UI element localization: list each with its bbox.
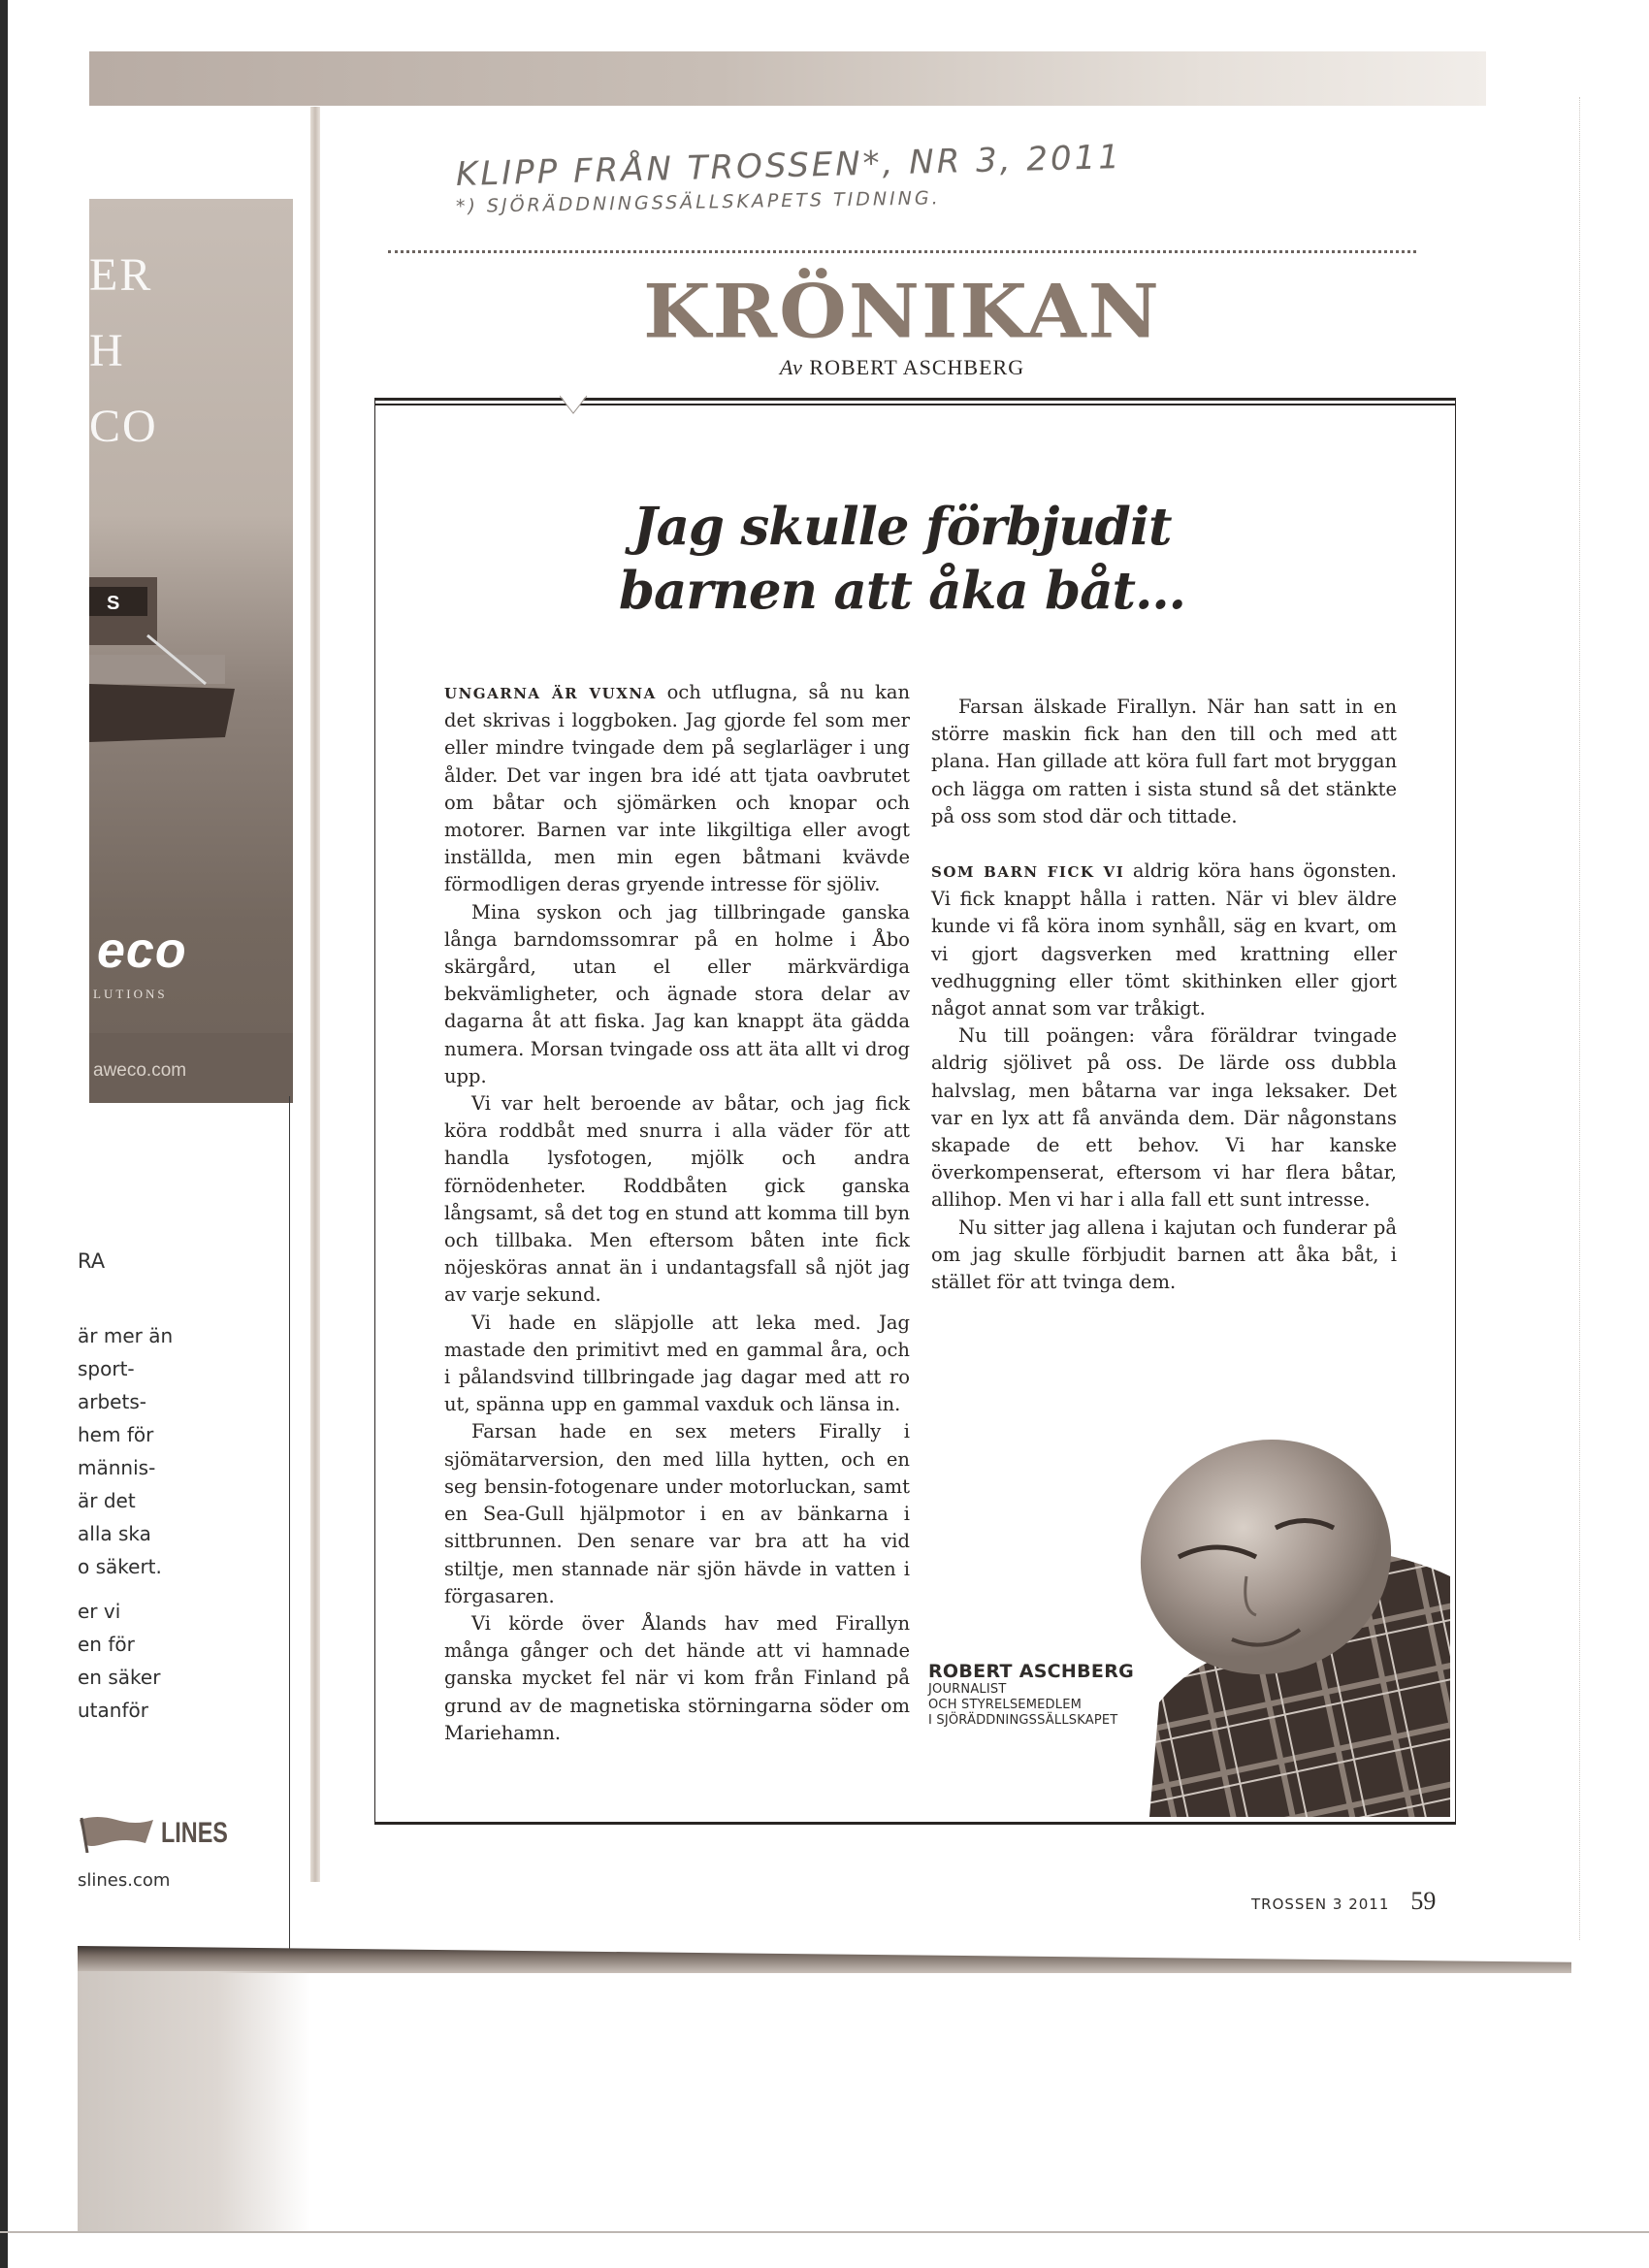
byline-author: ROBERT ASCHBERG — [809, 355, 1025, 379]
paragraph: UNGARNA ÄR VUXNA och utflugna, så nu kan det skrivas i loggboken. Jag gjorde fel som mer eller mindre tvingade dem på seglarläger i ung ålder. Det var ingen bra idé att tjata oavbrutet om båtar och sjömärken och knopar och motorer. Barnen var inte likgiltiga eller avogt inställda, men min egen båtmani kvävde förmodligen deras gryende intresse för sjöliv. — [444, 681, 911, 896]
paragraph: Vi var helt beroende av båtar, och jag fick köra roddbåt med snurra i alla väder för att handla lysfotogen, mjölk och andra förnödenheter. Roddbåten gick ganska långsamt, så det tog en stund att komma till byn och tillbaka. Men eftersom båten inte fick nöjesköras annat än i undantagsfall så njöt jag av varje sekund. — [444, 1092, 911, 1307]
advert-logo: LINES — [78, 1814, 246, 1853]
paragraph: Vi körde över Ålands hav med Firallyn många gånger och det hände att vi hamnade ganska mycket fel när vi kom från Finland på grund av de magnetiska störningarna söder om Mariehamn. — [444, 1611, 910, 1744]
article-column-left — [444, 679, 910, 1747]
previous-page-shadow — [89, 51, 1486, 106]
flag-icon — [78, 1814, 155, 1853]
frame-notch — [560, 394, 587, 415]
shipping-line-advert — [78, 1096, 290, 1970]
paragraph: SOM BARN FICK VI aldrig köra hans ögonsten. Vi fick knappt hålla i ratten. När vi blev äldre kunde vi få köra inom synhåll, säg en kvart, om vi gjort dagsverken med krattning eller vedhuggning eller tömt skithinken eller gjort något annat som var tråkigt. — [931, 859, 1397, 1021]
page-spine — [310, 107, 320, 1882]
handwritten-note: KLIPP FRÅN TROSSEN*, NR 3, 2011 *) SJÖRÄDDNINGSSÄLLSKAPETS TIDNING. — [455, 138, 1123, 217]
article-column-right — [931, 694, 1397, 1296]
advert-headline: ER H CO — [89, 249, 158, 452]
advert-url[interactable]: slines.com — [78, 1870, 171, 1891]
scan-edge — [0, 0, 8, 2268]
advert-body: är mer än sport- arbets- hem för männis- är det alla ska o säkert. er vi en för en säker utanför — [78, 1324, 174, 1722]
byline-prefix: Av — [779, 355, 803, 379]
paragraph: Vi hade en släpjolle att leka med. Jag mastade den primitivt med en gammal åra, och i pålandsvind tillbringade jag dagar med att ro ut, spänna upp en gammal vaxduk och länsa in. — [444, 1311, 910, 1416]
advert-url[interactable]: aweco.com — [93, 1060, 187, 1081]
paragraph: Nu till poängen: våra föräldrar tvingade aldrig sjölivet på oss. De lärde oss dubbla halvslag, men båtarna var inga leksaker. Det var en lyx att få använda dem. Där någonstans skapade de ett behov. Vi har kanske överkompenserat, eftersom vi har flera båtar, allihop. Men vi har i alla fall ett sunt intresse. — [931, 1024, 1397, 1212]
page-edge-rule — [1579, 97, 1581, 1940]
section-title: KRÖNIKAN — [643, 268, 1161, 355]
publication-issue: TROSSEN 3 2011 — [1251, 1895, 1390, 1913]
advert-tagline: LUTIONS — [93, 987, 168, 1001]
paragraph: Mina syskon och jag tillbringade ganska långa barndomssomrar på en holme i Åbo skärgård, utan el eller märkvärdiga bekvämligheter, och ägnade stora delar av dagarna åt att fiska. Jag kan knappt äta gädda numera. Morsan tvingade oss att äta allt vi drog upp. — [444, 900, 910, 1087]
photo-caption: ROBERT ASCHBERG JOURNALIST OCH STYRELSEMEDLEM I SJÖRÄDDNINGSSÄLLSKAPET — [928, 1661, 1135, 1728]
paragraph: Farsan älskade Firallyn. När han satt in en större maskin fick han den till och med att plana. Han gillade att köra full fart mot bryggan och lägga om ratten i sista stund så det stänkte på oss som stod där och tittade. — [931, 696, 1397, 827]
ship-advert — [89, 199, 293, 1103]
advert-heading: RA — [78, 1249, 106, 1273]
byline — [388, 355, 1416, 380]
left-page — [58, 107, 307, 1892]
ship-illustration — [89, 577, 235, 771]
page-number: 59 — [1410, 1887, 1437, 1915]
article-headline: Jag skulle förbjudit barnen att åka båt… — [618, 497, 1186, 621]
author-portrait — [1120, 1411, 1450, 1817]
next-page-shadow — [78, 1946, 1571, 1973]
svg-text:S: S — [107, 593, 120, 614]
page-footer — [1251, 1887, 1436, 1916]
scan-shadow — [78, 1971, 310, 2233]
scan-edge-bottom — [0, 2231, 1649, 2233]
paragraph: Nu sitter jag allena i kajutan och funderar på om jag skulle förbjudit barnen att åka båt, i stället för att tvinga dem. — [931, 1215, 1397, 1294]
advert-brand: eco — [97, 923, 187, 979]
paragraph: Farsan hade en sex meters Firally i sjömätarversion, den med lilla hytten, och en seg bensin-fotogenare under motorluckan, samt en Sea-Gull hjälpmotor i en av bänkarna i sittbrunnen. Den senare var bra att ha vid stiltje, men stannade när sjön hävde in vatten i förgasaren. — [444, 1420, 910, 1607]
dotted-divider — [388, 250, 1416, 253]
